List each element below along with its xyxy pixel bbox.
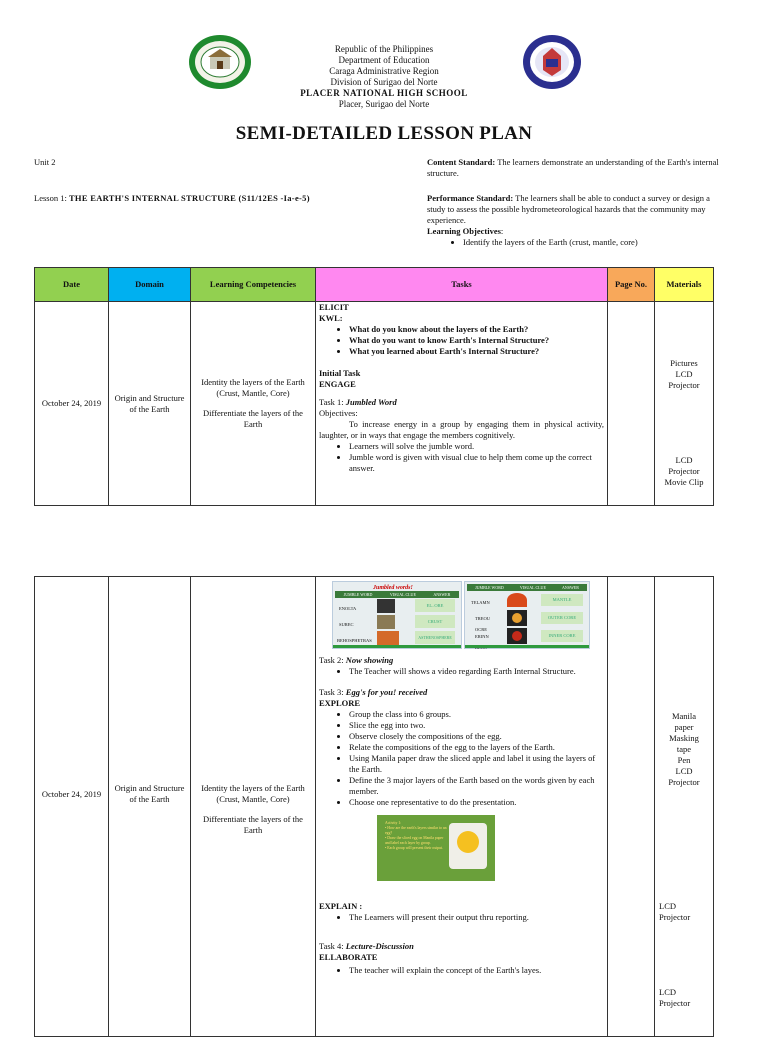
- activity-line: Activity 1:: [385, 821, 402, 825]
- material-item: paper: [674, 722, 694, 732]
- content-standard: [427, 157, 730, 179]
- explore-heading: EXPLORE: [319, 698, 361, 708]
- jumble-col: VISUAL CLUE: [389, 592, 416, 597]
- unit-label: Unit 2: [34, 157, 56, 167]
- activity-line: • How are the earth's layers similar to an egg?: [385, 826, 447, 835]
- school-name: PLACER NATIONAL HIGH SCHOOL: [300, 88, 468, 98]
- competency: Identity the layers of the Earth (Crust, Mantle, Core): [201, 377, 305, 398]
- explain-item: • The Learners will present their output thru reporting.: [349, 912, 604, 923]
- task2-prefix: Task 2:: [319, 655, 346, 665]
- jumbled-words-image-2: [464, 581, 590, 649]
- row2-domain: Origin and Structure of the Earth: [109, 577, 191, 1037]
- material-item: Manila: [671, 711, 697, 721]
- material-item: LCD: [675, 766, 693, 776]
- explore-item: • Group the class into 6 groups.: [349, 709, 604, 720]
- material-item: Projector: [668, 380, 700, 390]
- row2-competencies: [191, 577, 316, 1037]
- material-item: Projector: [659, 998, 691, 1008]
- explore-item: • Observe closely the compositions of the egg.: [349, 731, 604, 742]
- material-item: Pen: [677, 755, 691, 765]
- material-item: Movie Clip: [664, 477, 704, 487]
- header-page: Page No.: [608, 268, 655, 302]
- lesson-prefix: Lesson 1:: [34, 193, 69, 203]
- engage-heading: ENGAGE: [319, 379, 356, 389]
- elaborate-heading: ELLABORATE: [319, 952, 378, 962]
- jumble-word: TREOU OCRE: [475, 616, 490, 632]
- lesson-table-1: [34, 267, 714, 506]
- header-materials: Materials: [655, 268, 714, 302]
- jumble-word: TELAMN: [471, 600, 490, 605]
- row2-materials: [655, 577, 714, 1037]
- material-item: LCD: [675, 369, 693, 379]
- kwl-item: • What do you know about the layers of the Earth?: [349, 324, 604, 335]
- page-title: SEMI-DETAILED LESSON PLAN: [235, 123, 533, 144]
- objectives-label: Objectives:: [319, 408, 358, 418]
- header-line: Caraga Administrative Region: [329, 66, 439, 76]
- jumble-word: ENOLTA: [339, 606, 357, 611]
- kwl-heading: KWL: [319, 313, 340, 323]
- jumble-answer: MANTLE: [541, 594, 583, 606]
- task-item: • Learners will solve the jumble word.: [349, 441, 604, 452]
- elaborate-item: • The teacher will explain the concept of the Earth's layes.: [349, 965, 604, 976]
- explore-item: • Choose one representative to do the presentation.: [349, 797, 604, 808]
- task3-line: [319, 687, 604, 698]
- material-item: tape: [676, 744, 692, 754]
- content-standard-label: Content Standard:: [427, 157, 496, 167]
- material-item: LCD: [659, 987, 676, 997]
- task4-line: [319, 941, 604, 952]
- row1-tasks: ELICIT KWL: • What do you know about the layers of the Earth? • What do you want to know Earth's Internal Structure? • What you learned about Earth's Internal Structure? Initial Task ENGAGE Task 1: Jumbled Word Objectives: To increase energy in a group by engaging them in physical activity, laughter, or in ways that engage the members cognitively. • Learners will solve the jumble word. • Jumble word is given with visual clue to help them come up the correct answer.: [316, 302, 608, 506]
- explore-item: • Using Manila paper draw the sliced apple and label it using the layers of the Earth.: [349, 753, 604, 775]
- explore-item: • Slice the egg into two.: [349, 720, 604, 731]
- header-tasks: Tasks: [316, 268, 608, 302]
- row1-page: [608, 302, 655, 506]
- jumble-word: BEHOSPHETRAS: [337, 638, 372, 643]
- activity-image: [377, 815, 495, 881]
- task2-line: [319, 655, 604, 666]
- learning-objectives: Learning Objectives: • Identify the layers of the Earth (crust, mantle, core): [427, 226, 730, 248]
- material-item: LCD: [675, 455, 693, 465]
- kwl-item: • What you learned about Earth's Internal Structure?: [349, 346, 604, 357]
- performance-standard: [427, 193, 730, 226]
- task-item: • Jumble word is given with visual clue to help them come up the correct answer.: [349, 452, 604, 474]
- jumble-answer: OUTER CORE: [541, 612, 583, 624]
- jumble-col: VISUAL CLUE: [519, 585, 546, 590]
- row1-date: October 24, 2019: [35, 302, 109, 506]
- header-competencies: Learning Competencies: [191, 268, 316, 302]
- objectives-text: To increase energy in a group by engaging them in physical activity, laughter, or in ways that engage the members cognitively.: [319, 419, 604, 440]
- competency: Differentiate the layers of the Earth: [203, 814, 303, 835]
- lesson-label: [34, 193, 310, 204]
- header-date: Date: [35, 268, 109, 302]
- activity-line: • Each group will present their output.: [385, 846, 443, 850]
- jumble-answer: EL..ORE: [415, 599, 455, 612]
- lesson-title: THE EARTH'S INTERNAL STRUCTURE (S11/12ES -Ia-e-5): [68, 193, 310, 203]
- explore-item: • Define the 3 major layers of the Earth based on the words given by each member.: [349, 775, 604, 797]
- objective-item: • Identify the layers of the Earth (crust, mantle, core): [463, 237, 730, 248]
- task1-line: [319, 397, 604, 408]
- header-line: Republic of the Philippines: [334, 44, 434, 54]
- material-item: Masking: [669, 733, 699, 743]
- learning-objectives-label: Learning Objectives: [427, 226, 501, 236]
- row1-competencies: [191, 302, 316, 506]
- task-item: • The Teacher will shows a video regarding Earth Internal Structure.: [349, 666, 604, 677]
- school-address: Placer, Surigao del Norte: [338, 99, 430, 109]
- jumble-col: JUMBLE WORD: [475, 585, 504, 590]
- task3-prefix: Task 3:: [319, 687, 346, 697]
- jumbled-words-image-1: [332, 581, 462, 649]
- lesson-table-2: [34, 576, 714, 1037]
- jumble-answer: CRUST: [415, 615, 455, 628]
- jumble-col: ANSWER: [562, 585, 579, 590]
- task3-title: Egg's for you! received: [345, 687, 428, 697]
- material-item: LCD: [659, 901, 676, 911]
- row2-tasks: [316, 577, 608, 1037]
- explore-item: • Relate the compositions of the egg to the layers of the Earth.: [349, 742, 604, 753]
- competency: Identity the layers of the Earth (Crust, Mantle, Core): [201, 783, 305, 804]
- explain-heading: EXPLAIN :: [319, 901, 363, 911]
- jumble-answer: INNER CORE: [541, 630, 583, 642]
- material-item: Projector: [659, 912, 691, 922]
- kwl-item: • What do you want to know Earth's Internal Structure?: [349, 335, 604, 346]
- competency: Differentiate the layers of the Earth: [203, 408, 303, 429]
- activity-line: • Draw the sliced egg on Manila paper and label each layer by group.: [385, 836, 444, 845]
- jumble-col: ANSWER: [433, 592, 451, 597]
- row2-page: [608, 577, 655, 1037]
- jumbled-title: Jumbled words!: [373, 585, 413, 591]
- row2-date: October 24, 2019: [35, 577, 109, 1037]
- row1-domain: Origin and Structure of the Earth: [109, 302, 191, 506]
- task4-prefix: Task 4:: [319, 941, 346, 951]
- performance-standard-label: Performance Standard:: [427, 193, 514, 203]
- jumble-answer: ASTHENOSPHERE: [415, 631, 455, 644]
- header-domain: Domain: [109, 268, 191, 302]
- task1-prefix: Task 1:: [319, 397, 346, 407]
- material-item: Projector: [668, 466, 700, 476]
- performance-standard-text: The learners shall be able to conduct a survey or design a study to assess the possible hydrometeorological hazards that the community may experience.: [427, 193, 710, 225]
- task1-title: Jumbled Word: [345, 397, 397, 407]
- jumble-word: ERINN: [475, 634, 489, 639]
- task4-title: Lecture-Discussion: [345, 941, 414, 951]
- jumble-col: JUMBLE WORD: [343, 592, 373, 597]
- elicit-heading: ELICIT: [319, 302, 349, 312]
- material-item: Pictures: [670, 358, 698, 368]
- material-item: Projector: [668, 777, 700, 787]
- content-standard-text: The learners demonstrate an understanding of the Earth's internal structure.: [427, 157, 719, 178]
- initial-task: Initial Task: [319, 368, 361, 378]
- row1-materials: [655, 302, 714, 506]
- header-line: Department of Education: [338, 55, 430, 65]
- jumble-word: SUREC: [339, 622, 354, 627]
- task2-title: Now showing: [345, 655, 394, 665]
- header-line: Division of Surigao del Norte: [330, 77, 438, 87]
- explain-text: EXPLAIN: [319, 901, 358, 911]
